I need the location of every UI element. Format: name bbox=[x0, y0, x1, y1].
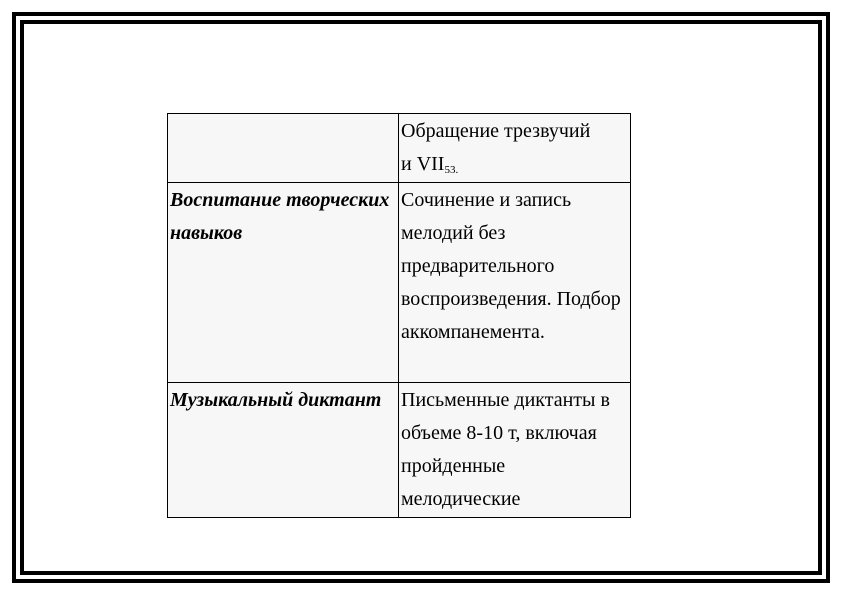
row-content-prefix: и VII bbox=[401, 153, 445, 175]
table-row bbox=[168, 383, 631, 518]
subscript: 53. bbox=[444, 164, 459, 176]
table-row bbox=[168, 183, 631, 383]
table-row bbox=[168, 114, 631, 183]
row-label: Воспитание творческих навыков bbox=[168, 183, 399, 383]
row-content bbox=[399, 114, 631, 183]
row-label: Музыкальный диктант bbox=[168, 383, 399, 518]
row-content-line: Обращение трезвучий bbox=[401, 120, 591, 142]
row-content: Сочинение и запись мелодий без предварительного воспроизведения. Подбор аккомпанемента. bbox=[399, 183, 631, 383]
row-label bbox=[168, 114, 399, 183]
curriculum-table bbox=[167, 113, 631, 518]
row-content: Письменные диктанты в объеме 8-10 т, включая пройденные мелодические bbox=[399, 383, 631, 518]
